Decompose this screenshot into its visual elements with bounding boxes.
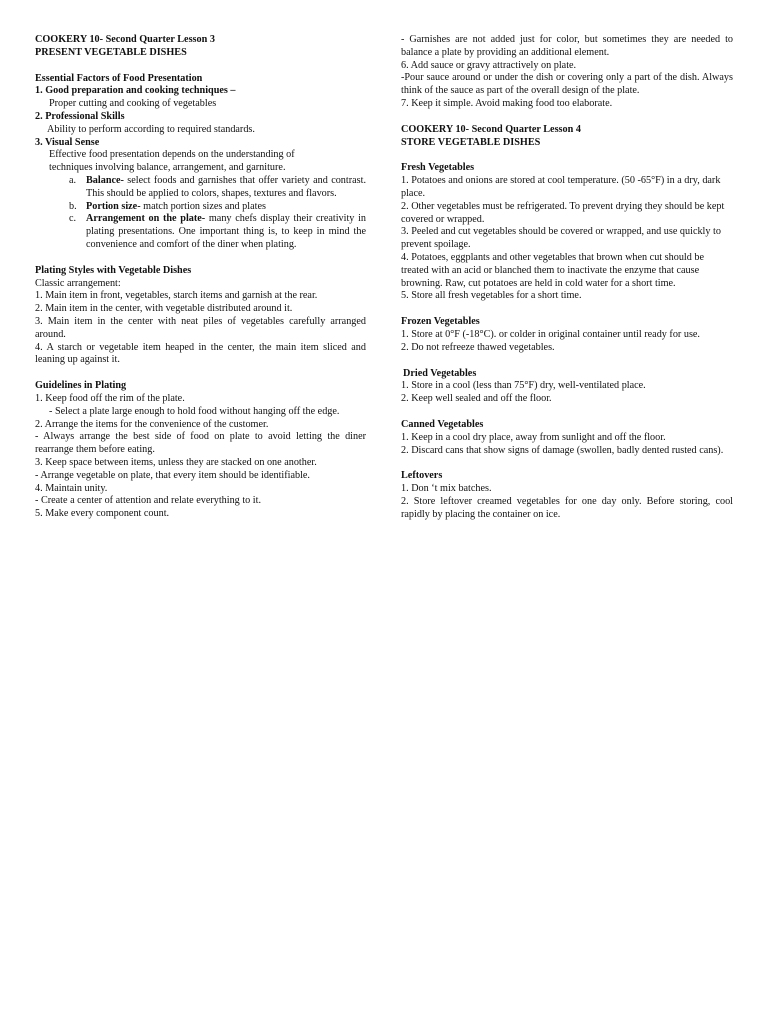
right-column: [401, 34, 733, 522]
factor2-text: Ability to perform according to required standards.: [47, 123, 255, 135]
section-heading-canned: Canned Vegetables: [401, 418, 484, 430]
sub-item-term: Portion size-: [86, 200, 141, 212]
guideline-item: - Always arrange the best side of food on plate to avoid letting the diner rearrange them before eating.: [35, 431, 366, 456]
sub-item-letter: c.: [69, 213, 77, 225]
sub-item: [69, 213, 366, 251]
sub-item-term: Arrangement on the plate-: [86, 213, 206, 225]
storage-item: 2. Keep well sealed and off the floor.: [401, 393, 552, 405]
storage-item: 4. Potatoes, eggplants and other vegetables that brown when cut should be treated with an acid or blanched them to inactivate the enzyme that cause browning. Raw, cut potatoes are held in cold water for a short time.: [401, 251, 705, 289]
guideline-item: 2. Arrange the items for the convenience of the customer.: [35, 418, 269, 430]
essential-heading: Essential Factors of Food Presentation: [35, 72, 203, 84]
continued-item: 6. Add sauce or gravy attractively on plate.: [401, 59, 577, 71]
factor3-text-line1: Effective food presentation depends on the understanding of: [49, 149, 295, 161]
continued-item: - Garnishes are not added just for color, but sometimes they are needed to balance a plate by providing an additional element.: [401, 34, 733, 58]
guideline-item: 1. Keep food off the rim of the plate.: [35, 392, 185, 404]
guideline-subitem: - Select a plate large enough to hold food without hanging off the edge.: [49, 405, 340, 417]
guideline-item: 5. Make every component count.: [35, 508, 170, 520]
factor2-heading: 2. Professional Skills: [35, 110, 125, 122]
plating-intro: Classic arrangement:: [35, 277, 121, 289]
sub-item-letter: a.: [69, 174, 77, 186]
sub-item-text: select foods and garnishes that offer variety and contrast. This should be applied to colors, shapes, textures and flavors.: [86, 174, 366, 199]
sub-item: [69, 175, 366, 201]
storage-item: 2. Discard cans that show signs of damage (swollen, badly dented rusted cans).: [401, 444, 724, 456]
factor1-heading: 1. Good preparation and cooking techniques –: [35, 85, 236, 97]
storage-item: 3. Peeled and cut vegetables should be covered or wrapped, and use quickly to prevent spoilage.: [401, 226, 721, 251]
storage-item: 2. Do not refreeze thawed vegetables.: [401, 341, 555, 353]
plating-item: 1. Main item in front, vegetables, starch items and garnish at the rear.: [35, 290, 318, 302]
guidelines-heading: Guidelines in Plating: [35, 380, 127, 392]
guideline-item: - Create a center of attention and relate everything to it.: [35, 495, 262, 507]
section-heading-dried: Dried Vegetables: [403, 367, 477, 379]
guideline-item: - Arrange vegetable on plate, that every item should be identifiable.: [35, 469, 310, 481]
lesson3-title: COOKERY 10- Second Quarter Lesson 3: [35, 34, 215, 45]
plating-item: 2. Main item in the center, with vegetable distributed around it.: [35, 303, 293, 315]
guideline-item: 4. Maintain unity.: [35, 482, 108, 494]
storage-item: 1. Keep in a cool dry place, away from sunlight and off the floor.: [401, 431, 666, 443]
plating-item: 4. A starch or vegetable item heaped in the center, the main item sliced and leaning up against it.: [35, 341, 366, 366]
storage-item: 1. Store at 0°F (-18°C). or colder in original container until ready for use.: [401, 328, 700, 340]
factor1-text: Proper cutting and cooking of vegetables: [49, 98, 217, 110]
lesson3-subtitle: PRESENT VEGETABLE DISHES: [35, 46, 187, 58]
guideline-item: 3. Keep space between items, unless they are stacked on one another.: [35, 456, 317, 468]
sub-item-text: many chefs display their creativity in plating presentations. One important thing is, to keep in mind the convenience and comfort of the diner when plating.: [86, 213, 367, 250]
sub-item-text: match portion sizes and plates: [140, 200, 266, 212]
section-heading-leftovers: Leftovers: [401, 470, 443, 482]
section-heading-frozen: Frozen Vegetables: [401, 316, 480, 328]
storage-item: 1. Don ‘t mix batches.: [401, 483, 492, 495]
sub-item-letter: b.: [69, 200, 77, 212]
plating-item: 3. Main item in the center with neat piles of vegetables carefully arranged around.: [35, 315, 366, 340]
storage-item: 2. Other vegetables must be refrigerated. To prevent drying they should be kept covered or wrapped.: [401, 200, 725, 225]
sub-item-term: Balance-: [86, 174, 124, 186]
continued-item: -Pour sauce around or under the dish or covering only a part of the dish. Always think of the sauce as part of the overall design of the plate.: [401, 72, 733, 97]
factor3-text-line2: techniques involving balance, arrangement, and garniture.: [49, 162, 286, 174]
plating-heading: Plating Styles with Vegetable Dishes: [35, 264, 192, 276]
storage-item: 5. Store all fresh vegetables for a short time.: [401, 290, 582, 302]
lesson4-title: COOKERY 10- Second Quarter Lesson 4: [401, 123, 581, 135]
section-heading-fresh: Fresh Vegetables: [401, 162, 475, 174]
left-column: [35, 34, 366, 521]
sub-item: [69, 201, 366, 214]
visual-sense-sublist: [35, 175, 366, 252]
factor3-heading: 3. Visual Sense: [35, 136, 100, 148]
continued-item: 7. Keep it simple. Avoid making food too elaborate.: [401, 97, 613, 109]
storage-item: 2. Store leftover creamed vegetables for one day only. Before storing, cool rapidly by placing the container on ice.: [401, 495, 733, 520]
storage-item: 1. Store in a cool (less than 75°F) dry, well-ventilated place.: [401, 380, 646, 392]
lesson4-subtitle: STORE VEGETABLE DISHES: [401, 136, 541, 148]
storage-item: 1. Potatoes and onions are stored at cool temperature. (50 -65°F) in a dry, dark place.: [401, 175, 721, 199]
